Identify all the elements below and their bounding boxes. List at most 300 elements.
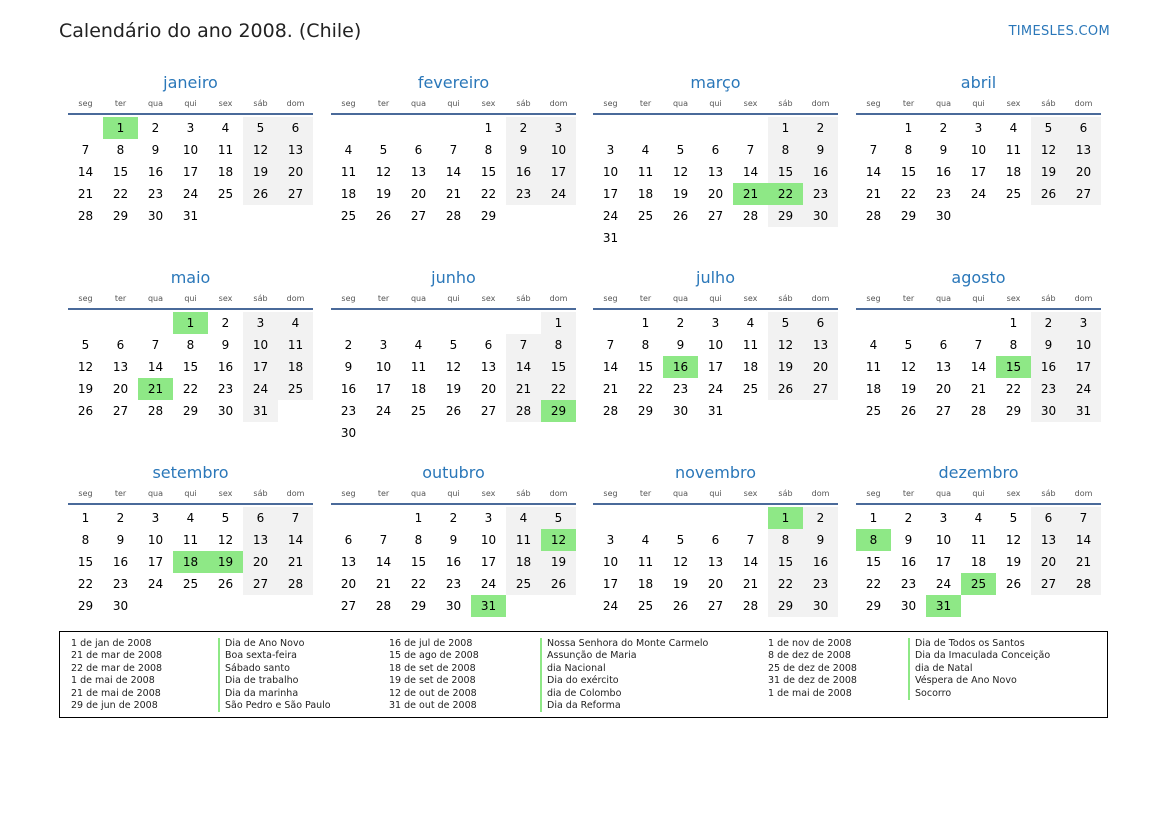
weekday-label: dom <box>811 489 830 498</box>
weekday-label: sex <box>1006 489 1021 498</box>
weekday-label: sex <box>743 489 758 498</box>
weekday-label: seg <box>866 489 881 498</box>
day-cell: 15 <box>410 555 427 569</box>
day-cell: 10 <box>147 533 164 547</box>
holiday-day-cell: 16 <box>663 356 698 378</box>
day-cell: 16 <box>803 161 838 183</box>
day-cell: 6 <box>278 117 313 139</box>
legend-dates-col-3 <box>768 638 857 700</box>
day-cell: 10 <box>970 143 987 157</box>
day-cell: 30 <box>1031 400 1066 422</box>
weekday-label: qua <box>672 294 689 303</box>
day-cell: 5 <box>1009 511 1018 525</box>
day-cell: 20 <box>935 382 952 396</box>
day-cell: 14 <box>77 165 94 179</box>
day-cell: 31 <box>243 400 278 422</box>
day-cell: 28 <box>742 599 759 613</box>
month-name: junho <box>431 268 476 287</box>
day-cell: 24 <box>602 209 619 223</box>
day-cell: 20 <box>480 382 497 396</box>
weekday-label: dom <box>286 294 305 303</box>
weekday-label: seg <box>78 99 93 108</box>
day-cell: 1 <box>484 121 493 135</box>
legend-date: 25 de dez de 2008 <box>768 662 857 674</box>
empty-cell <box>663 507 698 529</box>
month-maio <box>68 268 313 422</box>
day-cell: 5 <box>1031 117 1066 139</box>
holiday-day-cell: 19 <box>208 551 243 573</box>
day-cell: 8 <box>904 143 913 157</box>
day-cell: 23 <box>803 183 838 205</box>
day-cell: 4 <box>974 511 983 525</box>
weekday-label: seg <box>341 489 356 498</box>
empty-cell <box>506 312 541 334</box>
day-cell: 8 <box>641 338 650 352</box>
day-cell: 2 <box>344 338 353 352</box>
day-cell: 1 <box>414 511 423 525</box>
weekday-label: ter <box>639 489 652 498</box>
legend-date: 31 de out de 2008 <box>389 700 477 712</box>
weekday-label: dom <box>1074 294 1093 303</box>
legend-holiday-name: São Pedro e São Paulo <box>218 700 331 712</box>
day-cell: 21 <box>865 187 882 201</box>
day-cell: 13 <box>112 360 129 374</box>
day-cell: 24 <box>1066 378 1101 400</box>
day-grid <box>856 507 1101 617</box>
day-cell: 5 <box>221 511 230 525</box>
weekday-label: sáb <box>253 489 268 498</box>
day-cell: 12 <box>672 165 689 179</box>
day-cell: 6 <box>116 338 125 352</box>
day-cell: 26 <box>672 599 689 613</box>
day-cell: 25 <box>340 209 357 223</box>
month-name: julho <box>696 268 735 287</box>
day-cell: 24 <box>935 577 952 591</box>
empty-cell <box>856 117 891 139</box>
weekday-label: qui <box>184 294 197 303</box>
day-cell: 8 <box>186 338 195 352</box>
day-cell: 9 <box>676 338 685 352</box>
day-cell: 28 <box>506 400 541 422</box>
day-cell: 11 <box>970 533 987 547</box>
weekday-label: sex <box>218 489 233 498</box>
day-cell: 22 <box>1005 382 1022 396</box>
weekday-label: seg <box>603 489 618 498</box>
day-cell: 26 <box>1031 183 1066 205</box>
day-cell: 27 <box>480 404 497 418</box>
day-cell: 20 <box>243 551 278 573</box>
legend-holiday-name: Assunção de Maria <box>540 650 708 662</box>
weekday-header <box>68 292 313 310</box>
empty-cell <box>733 507 768 529</box>
day-cell: 27 <box>935 404 952 418</box>
day-cell: 30 <box>803 205 838 227</box>
day-cell: 24 <box>541 183 576 205</box>
day-cell: 15 <box>480 165 497 179</box>
day-cell: 19 <box>672 187 689 201</box>
day-cell: 18 <box>217 165 234 179</box>
day-cell: 1 <box>869 511 878 525</box>
day-cell: 21 <box>742 577 759 591</box>
day-cell: 22 <box>112 187 129 201</box>
day-grid <box>68 312 313 422</box>
day-cell: 9 <box>904 533 913 547</box>
day-cell: 23 <box>1031 378 1066 400</box>
day-cell: 2 <box>116 511 125 525</box>
day-cell: 5 <box>449 338 458 352</box>
day-cell: 3 <box>1066 312 1101 334</box>
day-cell: 21 <box>375 577 392 591</box>
holiday-day-cell: 18 <box>173 551 208 573</box>
day-cell: 14 <box>445 165 462 179</box>
day-cell: 13 <box>340 555 357 569</box>
day-cell: 21 <box>602 382 619 396</box>
day-cell: 12 <box>900 360 917 374</box>
day-cell: 11 <box>217 143 234 157</box>
day-cell: 12 <box>77 360 94 374</box>
day-cell: 10 <box>243 334 278 356</box>
day-cell: 15 <box>768 551 803 573</box>
day-cell: 24 <box>602 599 619 613</box>
weekday-label: sáb <box>778 294 793 303</box>
weekday-label: sáb <box>516 99 531 108</box>
day-cell: 29 <box>182 404 199 418</box>
empty-cell <box>961 312 996 334</box>
day-cell: 30 <box>672 404 689 418</box>
weekday-label: ter <box>902 294 915 303</box>
day-cell: 9 <box>344 360 353 374</box>
day-cell: 23 <box>900 577 917 591</box>
day-cell: 9 <box>449 533 458 547</box>
day-cell: 12 <box>445 360 462 374</box>
day-cell: 4 <box>641 533 650 547</box>
day-cell: 22 <box>480 187 497 201</box>
day-cell: 25 <box>278 378 313 400</box>
day-cell: 6 <box>803 312 838 334</box>
day-cell: 6 <box>414 143 423 157</box>
day-cell: 16 <box>506 161 541 183</box>
day-cell: 3 <box>541 117 576 139</box>
legend-names-col-1 <box>218 638 331 712</box>
day-cell: 17 <box>1066 356 1101 378</box>
weekday-header <box>856 487 1101 505</box>
day-cell: 9 <box>939 143 948 157</box>
empty-cell <box>471 312 506 334</box>
empty-cell <box>856 312 891 334</box>
weekday-label: dom <box>549 489 568 498</box>
day-cell: 2 <box>151 121 160 135</box>
day-cell: 5 <box>768 312 803 334</box>
day-cell: 6 <box>711 143 720 157</box>
day-cell: 4 <box>869 338 878 352</box>
weekday-label: qua <box>935 99 952 108</box>
day-cell: 6 <box>484 338 493 352</box>
day-cell: 10 <box>182 143 199 157</box>
day-cell: 17 <box>935 555 952 569</box>
empty-cell <box>733 117 768 139</box>
day-cell: 5 <box>243 117 278 139</box>
weekday-label: qui <box>184 99 197 108</box>
day-cell: 4 <box>746 316 755 330</box>
day-cell: 19 <box>445 382 462 396</box>
day-cell: 13 <box>243 529 278 551</box>
weekday-label: ter <box>639 99 652 108</box>
legend-date: 8 de dez de 2008 <box>768 650 851 662</box>
day-cell: 3 <box>186 121 195 135</box>
day-cell: 18 <box>970 555 987 569</box>
day-cell: 26 <box>445 404 462 418</box>
month-março <box>593 73 838 249</box>
weekday-label: dom <box>549 294 568 303</box>
day-cell: 25 <box>410 404 427 418</box>
weekday-label: ter <box>114 489 127 498</box>
day-cell: 12 <box>375 165 392 179</box>
day-cell: 25 <box>637 599 654 613</box>
month-name: fevereiro <box>417 73 490 92</box>
day-cell: 17 <box>602 187 619 201</box>
weekday-header <box>593 487 838 505</box>
day-cell: 23 <box>217 382 234 396</box>
day-cell: 21 <box>970 382 987 396</box>
legend-holiday-name: Véspera de Ano Novo <box>908 675 1050 687</box>
legend-names-col-3 <box>908 638 1050 700</box>
day-cell: 27 <box>340 599 357 613</box>
month-name: dezembro <box>938 463 1019 482</box>
day-cell: 19 <box>1031 161 1066 183</box>
month-janeiro <box>68 73 313 227</box>
day-cell: 5 <box>541 507 576 529</box>
day-grid <box>593 312 838 422</box>
day-cell: 14 <box>506 356 541 378</box>
day-cell: 13 <box>480 360 497 374</box>
day-cell: 4 <box>414 338 423 352</box>
day-cell: 27 <box>1066 183 1101 205</box>
day-cell: 7 <box>278 507 313 529</box>
day-cell: 20 <box>410 187 427 201</box>
day-cell: 21 <box>445 187 462 201</box>
empty-cell <box>366 117 401 139</box>
empty-cell <box>891 312 926 334</box>
month-setembro <box>68 463 313 617</box>
empty-cell <box>593 117 628 139</box>
day-cell: 31 <box>602 231 619 245</box>
day-cell: 15 <box>112 165 129 179</box>
day-cell: 28 <box>602 404 619 418</box>
weekday-label: sáb <box>1041 489 1056 498</box>
day-cell: 11 <box>506 529 541 551</box>
day-cell: 25 <box>506 573 541 595</box>
legend-date: 22 de mar de 2008 <box>71 662 163 674</box>
weekday-label: seg <box>866 99 881 108</box>
weekday-label: ter <box>377 294 390 303</box>
day-cell: 12 <box>1005 533 1022 547</box>
day-cell: 11 <box>637 165 654 179</box>
day-cell: 20 <box>707 577 724 591</box>
legend-date: 18 de set de 2008 <box>389 662 476 674</box>
legend-date: 19 de set de 2008 <box>389 675 476 687</box>
day-cell: 17 <box>480 555 497 569</box>
day-cell: 17 <box>375 382 392 396</box>
weekday-label: sex <box>743 99 758 108</box>
day-cell: 23 <box>445 577 462 591</box>
holiday-day-cell: 1 <box>173 312 208 334</box>
empty-cell <box>366 507 401 529</box>
day-cell: 27 <box>803 378 838 400</box>
day-cell: 10 <box>541 139 576 161</box>
day-cell: 28 <box>375 599 392 613</box>
day-cell: 20 <box>803 356 838 378</box>
day-cell: 24 <box>970 187 987 201</box>
day-cell: 8 <box>1009 338 1018 352</box>
day-cell: 30 <box>112 599 129 613</box>
day-cell: 11 <box>182 533 199 547</box>
weekday-label: ter <box>377 489 390 498</box>
day-cell: 9 <box>151 143 160 157</box>
day-cell: 1 <box>541 312 576 334</box>
day-cell: 16 <box>803 551 838 573</box>
day-cell: 8 <box>541 334 576 356</box>
legend-holiday-name: Dia da Imaculada Conceição <box>908 650 1050 662</box>
day-cell: 7 <box>746 143 755 157</box>
weekday-label: sáb <box>778 489 793 498</box>
day-cell: 9 <box>506 139 541 161</box>
day-cell: 29 <box>768 205 803 227</box>
day-cell: 13 <box>1066 139 1101 161</box>
day-cell: 8 <box>768 529 803 551</box>
empty-cell <box>926 312 961 334</box>
holiday-day-cell: 12 <box>541 529 576 551</box>
day-cell: 19 <box>1005 555 1022 569</box>
day-cell: 24 <box>182 187 199 201</box>
day-cell: 3 <box>151 511 160 525</box>
holiday-day-cell: 21 <box>733 183 768 205</box>
day-cell: 7 <box>151 338 160 352</box>
weekday-label: seg <box>78 489 93 498</box>
day-cell: 29 <box>865 599 882 613</box>
month-julho <box>593 268 838 422</box>
day-cell: 19 <box>375 187 392 201</box>
day-cell: 12 <box>768 334 803 356</box>
day-cell: 25 <box>217 187 234 201</box>
holiday-day-cell: 1 <box>768 507 803 529</box>
day-cell: 5 <box>379 143 388 157</box>
month-outubro <box>331 463 576 617</box>
day-cell: 26 <box>768 378 803 400</box>
day-cell: 27 <box>278 183 313 205</box>
day-cell: 6 <box>344 533 353 547</box>
brand-link[interactable]: TIMESLES.COM <box>1008 24 1110 39</box>
empty-cell <box>138 312 173 334</box>
legend-holiday-name: Dia da Reforma <box>540 700 708 712</box>
weekday-header <box>593 97 838 115</box>
day-cell: 29 <box>768 595 803 617</box>
weekday-label: sex <box>218 99 233 108</box>
day-cell: 22 <box>768 573 803 595</box>
weekday-label: qui <box>972 489 985 498</box>
holiday-day-cell: 8 <box>856 529 891 551</box>
day-cell: 4 <box>186 511 195 525</box>
day-cell: 7 <box>1066 507 1101 529</box>
weekday-label: qua <box>410 99 427 108</box>
day-grid <box>856 312 1101 422</box>
day-cell: 24 <box>243 378 278 400</box>
empty-cell <box>68 312 103 334</box>
day-cell: 19 <box>243 161 278 183</box>
weekday-label: qui <box>709 489 722 498</box>
day-cell: 12 <box>672 555 689 569</box>
weekday-label: dom <box>286 99 305 108</box>
day-cell: 28 <box>865 209 882 223</box>
day-grid <box>331 117 576 227</box>
day-cell: 17 <box>243 356 278 378</box>
weekday-label: sex <box>1006 99 1021 108</box>
day-cell: 29 <box>1005 404 1022 418</box>
day-cell: 22 <box>182 382 199 396</box>
empty-cell <box>68 117 103 139</box>
day-cell: 27 <box>707 209 724 223</box>
holiday-day-cell: 25 <box>961 573 996 595</box>
day-cell: 4 <box>344 143 353 157</box>
day-cell: 16 <box>340 382 357 396</box>
day-cell: 23 <box>803 573 838 595</box>
empty-cell <box>436 312 471 334</box>
month-name: maio <box>170 268 211 287</box>
day-cell: 24 <box>480 577 497 591</box>
day-cell: 29 <box>900 209 917 223</box>
day-cell: 14 <box>742 555 759 569</box>
weekday-header <box>856 97 1101 115</box>
day-cell: 27 <box>410 209 427 223</box>
weekday-label: qua <box>147 489 164 498</box>
day-cell: 25 <box>742 382 759 396</box>
weekday-label: qui <box>709 294 722 303</box>
weekday-header <box>856 292 1101 310</box>
day-cell: 30 <box>445 599 462 613</box>
legend-holiday-name: Socorro <box>908 688 1050 700</box>
day-cell: 18 <box>1005 165 1022 179</box>
day-cell: 4 <box>506 507 541 529</box>
legend-holiday-name: Boa sexta-feira <box>218 650 331 662</box>
day-cell: 25 <box>1005 187 1022 201</box>
month-name: setembro <box>152 463 229 482</box>
day-cell: 10 <box>602 165 619 179</box>
day-cell: 12 <box>217 533 234 547</box>
day-cell: 19 <box>768 356 803 378</box>
day-cell: 18 <box>742 360 759 374</box>
day-cell: 23 <box>340 404 357 418</box>
day-cell: 15 <box>768 161 803 183</box>
day-cell: 14 <box>278 529 313 551</box>
weekday-header <box>68 97 313 115</box>
weekday-label: seg <box>603 294 618 303</box>
day-cell: 5 <box>676 533 685 547</box>
day-cell: 13 <box>935 360 952 374</box>
weekday-label: dom <box>811 99 830 108</box>
day-cell: 9 <box>116 533 125 547</box>
day-grid <box>331 507 576 617</box>
day-cell: 15 <box>637 360 654 374</box>
day-cell: 9 <box>1031 334 1066 356</box>
day-cell: 17 <box>602 577 619 591</box>
weekday-label: sex <box>218 294 233 303</box>
day-cell: 3 <box>974 121 983 135</box>
month-abril <box>856 73 1101 227</box>
day-cell: 26 <box>77 404 94 418</box>
day-cell: 22 <box>637 382 654 396</box>
legend-holiday-name: Sábado santo <box>218 663 331 675</box>
weekday-label: seg <box>78 294 93 303</box>
weekday-label: qua <box>147 294 164 303</box>
